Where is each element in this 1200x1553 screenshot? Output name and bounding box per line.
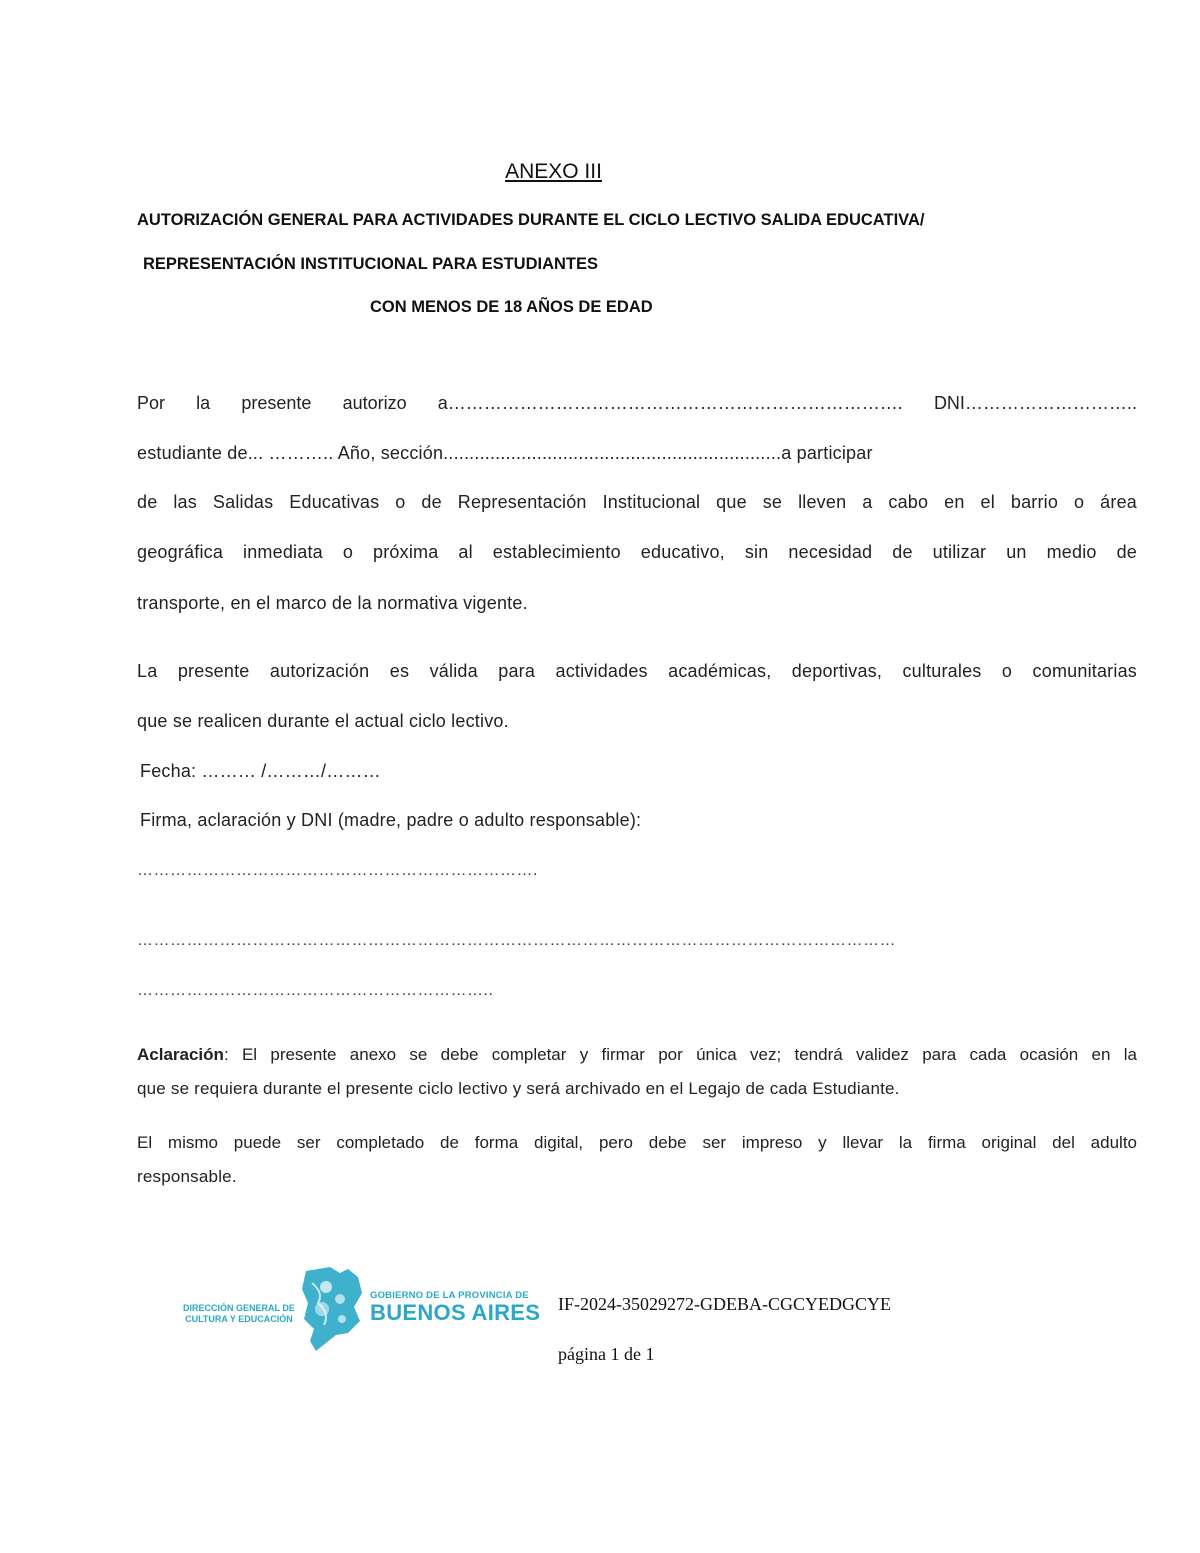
paragraph2-line-2: que se realicen durante el actual ciclo lectivo.	[137, 711, 509, 731]
autorizo-line	[137, 393, 1137, 414]
autorizo-word-4: autorizo	[342, 393, 407, 413]
paragraph1-line-3: de las Salidas Educativas o de Representación Institucional que se lleven a cabo en el barrio o área	[137, 492, 1137, 512]
autorizo-word-3: presente	[241, 393, 312, 413]
note-line-3: El mismo puede ser completado de forma digital, pero debe ser impreso y llevar la firma original del adulto	[137, 1133, 1137, 1152]
fecha-line: Fecha: ……… /………/………	[140, 761, 381, 781]
signature-dots-3: ………………………………………………………..	[137, 982, 494, 999]
heading-line-1: AUTORIZACIÓN GENERAL PARA ACTIVIDADES DURANTE EL CICLO LECTIVO SALIDA EDUCATIVA/	[137, 211, 925, 229]
logo-gob-line-2: BUENOS AIRES	[370, 1300, 541, 1325]
dni-blank: DNI………………………..	[933, 393, 1137, 413]
note-line-1	[137, 1045, 1137, 1065]
logo-dgce-text	[183, 1303, 295, 1325]
signature-dots-2: …………………………………………………………………………………………………………………………	[137, 932, 896, 949]
logo-gob-line-1: GOBIERNO DE LA PROVINCIA DE	[370, 1290, 529, 1301]
document-id: IF-2024-35029272-GDEBA-CGCYEDGCYE	[558, 1294, 891, 1314]
paragraph1-line-5: transporte, en el marco de la normativa vigente.	[137, 593, 528, 613]
estudiante-line: estudiante de... ……….. Año, sección.................................................................a participar	[137, 443, 873, 463]
paragraph1-line-4: geográfica inmediata o próxima al establecimiento educativo, sin necesidad de utilizar un medio de	[137, 542, 1137, 562]
logo-dgce-line-1: DIRECCIÓN GENERAL DE	[183, 1303, 295, 1313]
signature-dots-1: ……………………………………………………………….	[137, 862, 538, 879]
logo-dgce-line-2: CULTURA Y EDUCACIÓN	[185, 1314, 293, 1324]
note-line-1-text: : El presente anexo se debe completar y firmar por única vez; tendrá validez para cada ocasión en la	[223, 1045, 1137, 1064]
note-bold-label: Aclaración	[137, 1045, 224, 1064]
logo-gob-text	[370, 1290, 540, 1325]
note-line-2: que se requiera durante el presente ciclo lectivo y será archivado en el Legajo de cada Estudiante.	[137, 1079, 900, 1098]
page-number: página 1 de 1	[558, 1344, 655, 1364]
firma-label: Firma, aclaración y DNI (madre, padre o adulto responsable):	[140, 810, 642, 830]
student-name-blank: a………………………………………………………………….	[437, 393, 903, 413]
heading-line-3: CON MENOS DE 18 AÑOS DE EDAD	[370, 298, 653, 316]
paragraph2-line-1: La presente autorización es válida para actividades académicas, deportivas, culturales o comunitarias	[137, 661, 1137, 681]
autorizo-word-1: Por	[137, 393, 166, 413]
note-line-4: responsable.	[137, 1167, 237, 1186]
autorizo-word-2: la	[196, 393, 211, 413]
document-title: ANEXO III	[505, 160, 602, 183]
heading-line-2: REPRESENTACIÓN INSTITUCIONAL PARA ESTUDIANTES	[143, 255, 598, 273]
province-map-icon	[296, 1263, 368, 1358]
